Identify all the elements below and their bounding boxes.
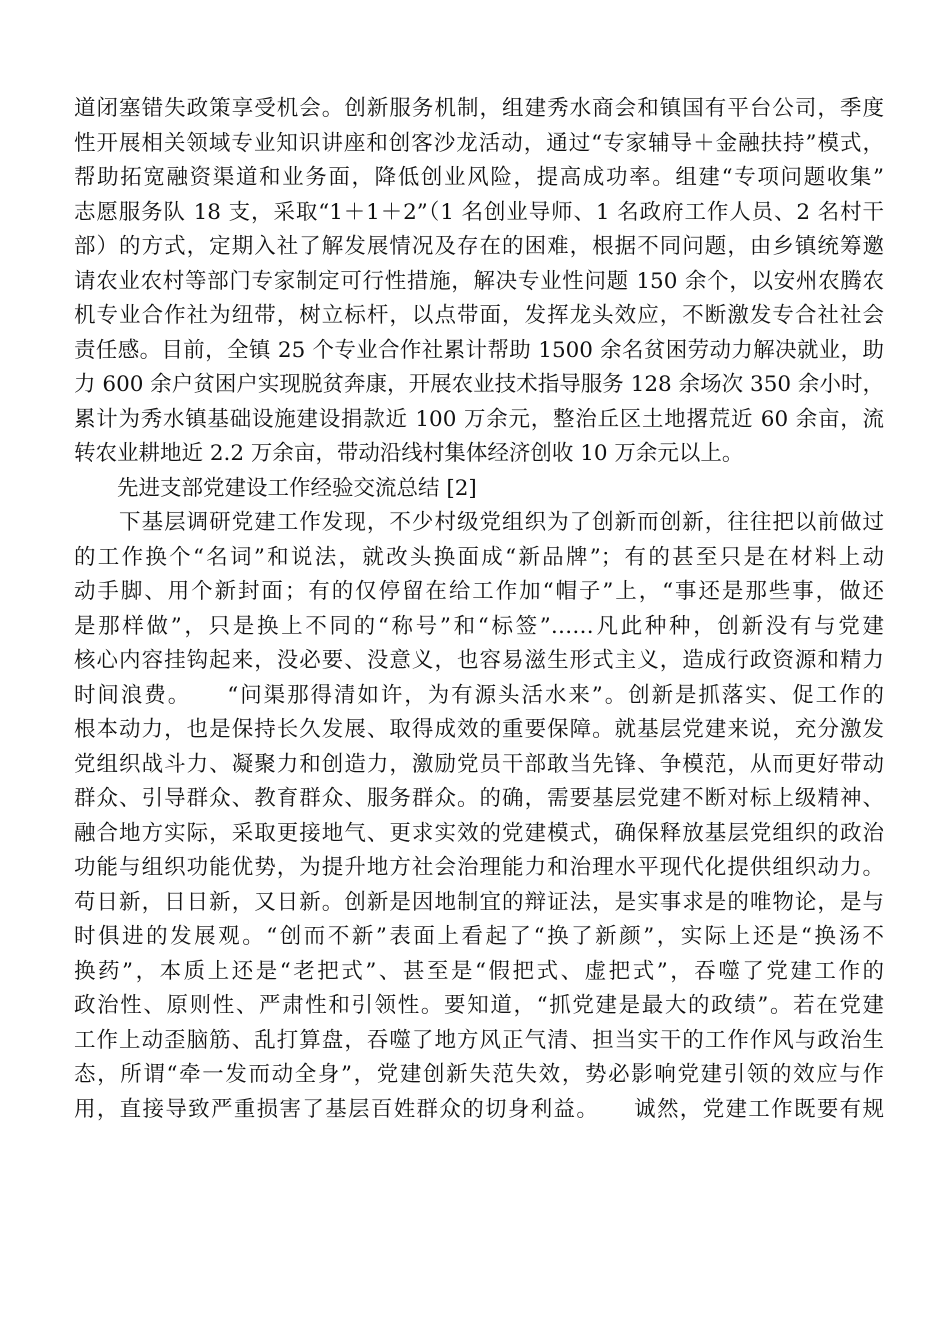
text-line: 融合地方实际，采取更接地气、更求实效的党建模式，确保释放基层党组织的政治: [74, 820, 884, 846]
text-line: 力 600 余户贫困户实现脱贫奔康，开展农业技术指导服务 128 余场次 350 余小时，: [74, 372, 884, 397]
text-line: 苟日新，日日新，又日新。创新是因地制宜的辩证法，是实事求是的唯物论，是与: [74, 889, 884, 915]
text-line: 性开展相关领域专业知识讲座和创客沙龙活动，通过“专家辅导＋金融扶持”模式，: [74, 130, 884, 156]
text-line: 部）的方式，定期入社了解发展情况及存在的困难，根据不同问题，由乡镇统筹邀: [74, 234, 884, 259]
text-line: 的工作换个“名词”和说法，就改头换面成“新品牌”；有的甚至只是在材料上动: [74, 544, 884, 570]
text-line: 功能与组织功能优势，为提升地方社会治理能力和治理水平现代化提供组织动力。: [74, 855, 884, 880]
text-line: 转农业耕地近 2.2 万余亩，带动沿线村集体经济创收 10 万余元以上。: [74, 441, 744, 466]
text-line: 工作上动歪脑筋、乱打算盘，吞噬了地方风正气清、担当实干的工作作风与政治生: [74, 1027, 884, 1053]
text-line: 换药”，本质上还是“老把式”、甚至是“假把式、虚把式”，吞噬了党建工作的: [74, 958, 884, 984]
text-line: 下基层调研党建工作发现，不少村级党组织为了创新而创新，往往把以前做过: [74, 510, 884, 535]
text-line: 党组织战斗力、凝聚力和创造力，激励党员干部敢当先锋、争模范，从而更好带动: [74, 751, 884, 777]
text-line: 态，所谓“牵一发而动全身”，党建创新失范失效，势必影响党建引领的效应与作: [74, 1062, 884, 1087]
text-line: 群众、引导群众、教育群众、服务群众。的确，需要基层党建不断对标上级精神、: [74, 786, 884, 811]
text-line: 请农业农村等部门专家制定可行性措施，解决专业性问题 150 余个，以安州农腾农: [74, 268, 884, 294]
text-line: 累计为秀水镇基础设施建设捐款近 100 万余元，整治丘区土地撂荒近 60 余亩，流: [74, 406, 884, 432]
text-line: 用，直接导致严重损害了基层百姓群众的切身利益。 诚然，党建工作既要有规: [74, 1096, 884, 1122]
text-line: 时间浪费。 “问渠那得清如许，为有源头活水来”。创新是抓落实、促工作的: [74, 682, 884, 708]
text-line: 帮助拓宽融资渠道和业务面，降低创业风险，提高成功率。组建“专项问题收集”: [74, 165, 884, 190]
text-line: 动手脚、用个新封面；有的仅停留在给工作加“帽子”上，“事还是那些事，做还: [74, 579, 884, 604]
text-line: 政治性、原则性、严肃性和引领性。要知道，“抓党建是最大的政绩”。若在党建: [74, 993, 884, 1018]
text-line: 机专业合作社为纽带，树立标杆，以点带面，发挥龙头效应，不断激发专合社社会: [74, 303, 884, 328]
text-line: 根本动力，也是保持长久发展、取得成效的重要保障。就基层党建来说，充分激发: [74, 717, 884, 742]
text-line: 是那样做”，只是换上不同的“称号”和“标签”……凡此种种，创新没有与党建: [74, 613, 884, 639]
document-body: [74, 92, 884, 1127]
text-line: 道闭塞错失政策享受机会。创新服务机制，组建秀水商会和镇国有平台公司，季度: [74, 96, 884, 121]
text-line: 责任感。目前，全镇 25 个专业合作社累计帮助 1500 余名贫困劳动力解决就业，助: [74, 337, 884, 363]
text-line: 时俱进的发展观。“创而不新”表面上看起了“换了新颜”，实际上还是“换汤不: [74, 924, 884, 949]
section-heading: 先进支部党建设工作经验交流总结 [2]: [117, 475, 477, 501]
text-line: 核心内容挂钩起来，没必要、没意义，也容易滋生形式主义，造成行政资源和精力: [74, 648, 884, 673]
text-line: 志愿服务队 18 支，采取“1＋1＋2”（1 名创业导师、1 名政府工作人员、2 名村干: [74, 199, 884, 225]
